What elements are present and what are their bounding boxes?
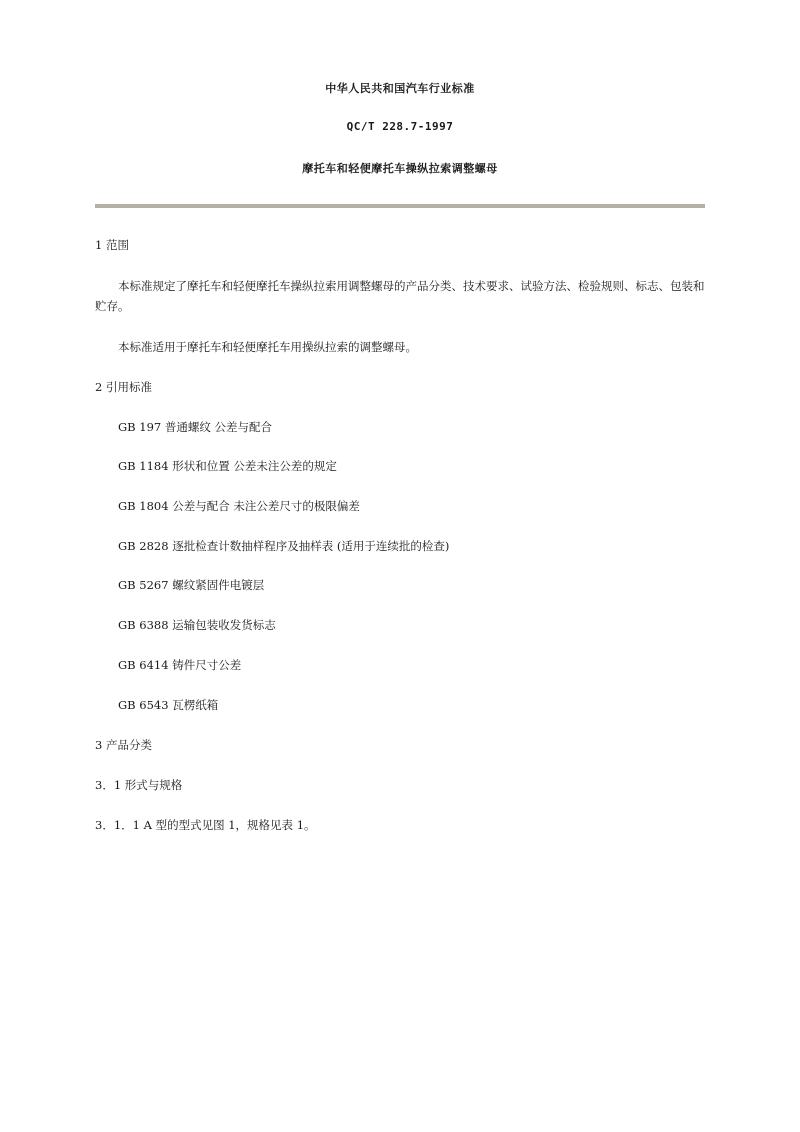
document-title: 摩托车和轻便摩托车操纵拉索调整螺母 bbox=[302, 162, 498, 175]
reference-item: GB 6543 瓦楞纸箱 bbox=[118, 698, 219, 712]
section-3-1-1-text: 3．1．1 A 型的型式见图 1，规格见表 1。 bbox=[95, 818, 316, 832]
section-3-1-heading: 3．1 形式与规格 bbox=[95, 778, 183, 792]
reference-item: GB 1804 公差与配合 未注公差尺寸的极限偏差 bbox=[118, 499, 360, 513]
section-1-heading: 1 范围 bbox=[95, 238, 129, 252]
reference-item: GB 6388 运输包装收发货标志 bbox=[118, 618, 276, 632]
section-1-paragraph-2: 本标准适用于摩托车和轻便摩托车用操纵拉索的调整螺母。 bbox=[118, 340, 417, 354]
section-3-heading: 3 产品分类 bbox=[95, 738, 152, 752]
standard-code: QC/T 228.7-1997 bbox=[346, 120, 454, 133]
section-2-heading: 2 引用标准 bbox=[95, 380, 152, 394]
reference-item: GB 5267 螺纹紧固件电镀层 bbox=[118, 578, 265, 592]
reference-item: GB 6414 铸件尺寸公差 bbox=[118, 658, 242, 672]
reference-item: GB 197 普通螺纹 公差与配合 bbox=[118, 420, 273, 434]
header-divider bbox=[95, 204, 705, 208]
reference-item: GB 2828 逐批检查计数抽样程序及抽样表 (适用于连续批的检查) bbox=[118, 539, 450, 553]
section-1-paragraph-1: 本标准规定了摩托车和轻便摩托车操纵拉索用调整螺母的产品分类、技术要求、试验方法、检验规则、标志、包装和贮存。 bbox=[95, 279, 705, 313]
standard-organization-title: 中华人民共和国汽车行业标准 bbox=[325, 82, 475, 95]
reference-item: GB 1184 形状和位置 公差未注公差的规定 bbox=[118, 459, 337, 473]
